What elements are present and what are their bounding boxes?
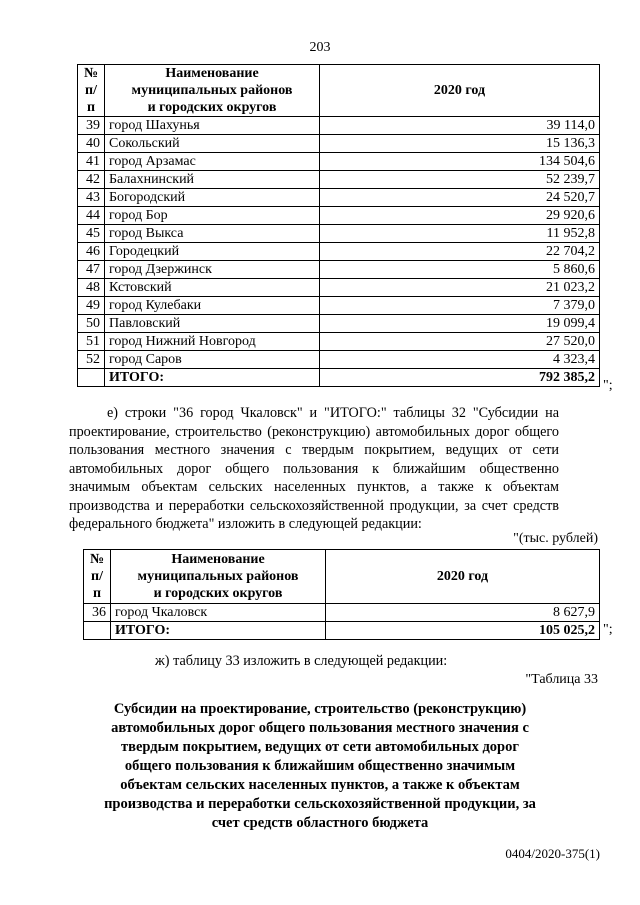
row-value: 22 704,2 [320, 243, 600, 261]
section-title: Субсидии на проектирование, строительство (реконструкцию) автомобильных дорог общего пользования местного значения с твердым покрытием, ведущих от сети автомобильных дорог общего пользования к ближайшим общественно значимым объектам сельских населенных пунктов, а также к объектам производства и переработки сельскохозяйственной продукции, за счет средств областного бюджета [104, 701, 536, 831]
table-row [78, 225, 600, 243]
table-row [78, 297, 600, 315]
row-name: город Дзержинск [105, 261, 320, 279]
row-name: город Саров [105, 351, 320, 369]
row-name: город Арзамас [105, 153, 320, 171]
table-header-row [84, 550, 600, 604]
header-num: № п/п [78, 65, 105, 117]
table-header-row [78, 65, 600, 117]
table-row [78, 135, 600, 153]
row-value: 8 627,9 [326, 604, 600, 622]
row-name: Балахнинский [105, 171, 320, 189]
row-name: город Нижний Новгород [105, 333, 320, 351]
row-name: Кстовский [105, 279, 320, 297]
row-value: 4 323,4 [320, 351, 600, 369]
row-number: 47 [78, 261, 105, 279]
row-value: 27 520,0 [320, 333, 600, 351]
row-number: 50 [78, 315, 105, 333]
row-value: 52 239,7 [320, 171, 600, 189]
row-number: 52 [78, 351, 105, 369]
row-value: 24 520,7 [320, 189, 600, 207]
header-year: 2020 год [320, 65, 600, 117]
page-number: 203 [309, 40, 331, 55]
table-row [84, 604, 600, 622]
row-number: 49 [78, 297, 105, 315]
table-row [78, 207, 600, 225]
row-value: 134 504,6 [320, 153, 600, 171]
row-name: город Выкса [105, 225, 320, 243]
table-row [78, 333, 600, 351]
row-number: 46 [78, 243, 105, 261]
table-row [78, 189, 600, 207]
row-number: 45 [78, 225, 105, 243]
total-label: ИТОГО: [105, 369, 320, 387]
row-value: 19 099,4 [320, 315, 600, 333]
closing-quote-mark: "; [603, 622, 613, 637]
row-name: Городецкий [105, 243, 320, 261]
row-number: 36 [84, 604, 111, 622]
table-row [78, 243, 600, 261]
total-value: 105 025,2 [326, 622, 600, 640]
header-name: Наименование муниципальных районов и городских округов [105, 65, 320, 117]
table-row [78, 153, 600, 171]
table-row [78, 351, 600, 369]
header-num: № п/п [84, 550, 111, 604]
row-name: город Шахунья [105, 117, 320, 135]
total-value: 792 385,2 [320, 369, 600, 387]
row-name: Павловский [105, 315, 320, 333]
closing-quote-mark: "; [603, 378, 613, 393]
row-number: 48 [78, 279, 105, 297]
total-row [78, 369, 600, 387]
row-number: 39 [78, 117, 105, 135]
header-year: 2020 год [326, 550, 600, 604]
row-number: 42 [78, 171, 105, 189]
row-value: 21 023,2 [320, 279, 600, 297]
table-row [78, 279, 600, 297]
header-name: Наименование муниципальных районов и городских округов [111, 550, 326, 604]
total-label: ИТОГО: [111, 622, 326, 640]
row-name: город Бор [105, 207, 320, 225]
table-reference: "Таблица 33 [525, 672, 598, 687]
subsidy-table-2 [83, 549, 600, 640]
total-row [84, 622, 600, 640]
footer-document-code: 0404/2020-375(1) [505, 846, 600, 861]
table-row [78, 261, 600, 279]
row-name: Богородский [105, 189, 320, 207]
units-note: "(тыс. рублей) [513, 531, 598, 546]
row-name: город Кулебаки [105, 297, 320, 315]
paragraph-e: е) строки "36 город Чкаловск" и "ИТОГО:" таблицы 32 "Субсидии на проектирование, строительство (реконструкцию) автомобильных дорог общего пользования местного значения с твердым покрытием, ведущих от сети автомобильных дорог общего пользования к ближайшим общественно значимым объектам сельских населенных пунктов, а также к объектам производства и переработки сельскохозяйственной продукции, за счет средств федерального бюджета" изложить в следующей редакции: [69, 405, 559, 532]
row-name: город Чкаловск [111, 604, 326, 622]
row-value: 39 114,0 [320, 117, 600, 135]
row-value: 7 379,0 [320, 297, 600, 315]
paragraph-zh: ж) таблицу 33 изложить в следующей редакции: [155, 653, 448, 669]
row-value: 29 920,6 [320, 207, 600, 225]
row-value: 15 136,3 [320, 135, 600, 153]
row-value: 11 952,8 [320, 225, 600, 243]
table-row [78, 171, 600, 189]
row-number: 40 [78, 135, 105, 153]
row-number: 43 [78, 189, 105, 207]
row-value: 5 860,6 [320, 261, 600, 279]
table-row [78, 315, 600, 333]
table-row [78, 117, 600, 135]
subsidy-table-1 [77, 64, 600, 387]
row-number: 41 [78, 153, 105, 171]
row-name: Сокольский [105, 135, 320, 153]
row-number: 51 [78, 333, 105, 351]
row-number: 44 [78, 207, 105, 225]
